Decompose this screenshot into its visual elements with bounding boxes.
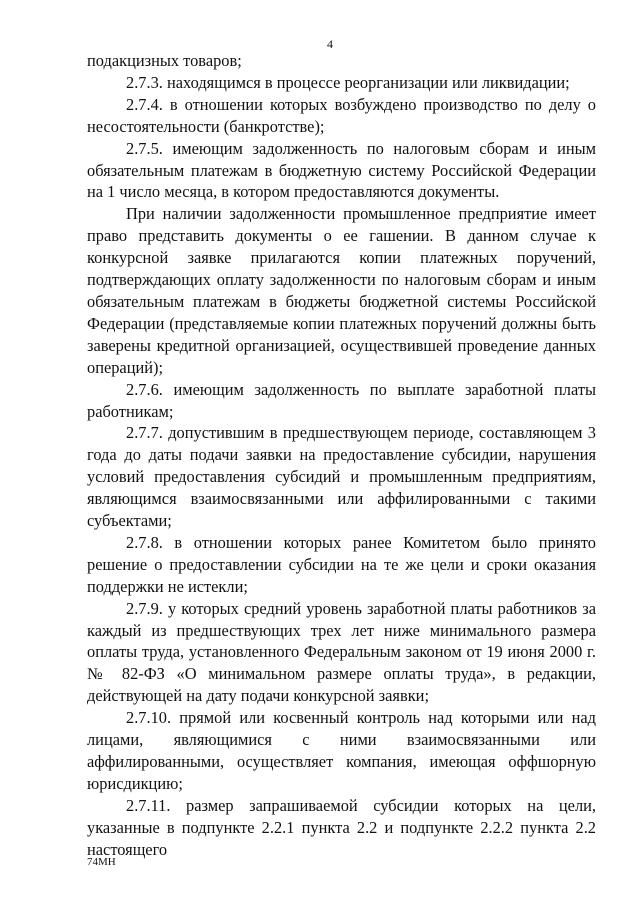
paragraph-2-7-10: 2.7.10. прямой или косвенный контроль над которыми или над лицами, являющимися с ними взаимосвязанными или аффилированными, осуществляет компания, имеющая оффшорную юрисдикцию; [87,708,596,793]
body-text [87,50,596,861]
paragraph-2-7-9: 2.7.9. у которых средний уровень заработной платы работников за каждый из предшествующих трех лет ниже минимального размера оплаты труда, установленного Федеральным законом от 19 июня 2000 г. № 82-ФЗ «О минимальном размере оплаты труда», в редакции, действующей на дату подачи конкурсной заявки; [87,598,596,706]
paragraph-2-7-8: 2.7.8. в отношении которых ранее Комитетом было принято решение о предоставлении субсидии на те же цели и сроки оказания поддержки не истекли; [87,532,596,596]
page-number: 4 [327,37,333,51]
footer-code: 74МН [87,856,116,868]
paragraph-2-7-3: 2.7.3. находящимся в процессе реорганизации или ликвидации; [126,72,570,92]
paragraph-2-7-7: 2.7.7. допустившим в предшествующем периоде, составляющем 3 года до даты подачи заявки на предоставление субсидии, нарушения условий предоставления субсидий и промышленным предприятиям, являющимся взаимосвязанными или аффилированными с такими субъектами; [87,423,596,531]
paragraph-continuation: подакцизных товаров; [87,51,242,70]
paragraph-2-7-6: 2.7.6. имеющим задолженность по выплате заработной платы работникам; [87,379,596,421]
paragraph-2-7-5: 2.7.5. имеющим задолженность по налоговым сборам и иным обязательным платежам в бюджетную систему Российской Федерации на 1 число месяца, в котором предоставляются документы. [87,138,596,202]
paragraph-2-7-4: 2.7.4. в отношении которых возбуждено производство по делу о несостоятельности (банкротстве); [87,94,596,136]
paragraph-debt-note: При наличии задолженности промышленное предприятие имеет право представить документы о ее гашении. В данном случае к конкурсной заявке прилагаются копии платежных поручений, подтверждающих оплату задолженности по налоговым сборам и иным обязательным платежам в бюджеты бюджетной системы Российской Федерации (представляемые копии платежных поручений должны быть заверены кредитной организацией, осуществившей проведение данных операций); [87,204,596,377]
paragraph-2-7-11: 2.7.11. размер запрашиваемой субсидии которых на цели, указанные в подпункте 2.2.1 пункта 2.2 и подпункте 2.2.2 пункта 2.2 настоящего [87,795,596,859]
